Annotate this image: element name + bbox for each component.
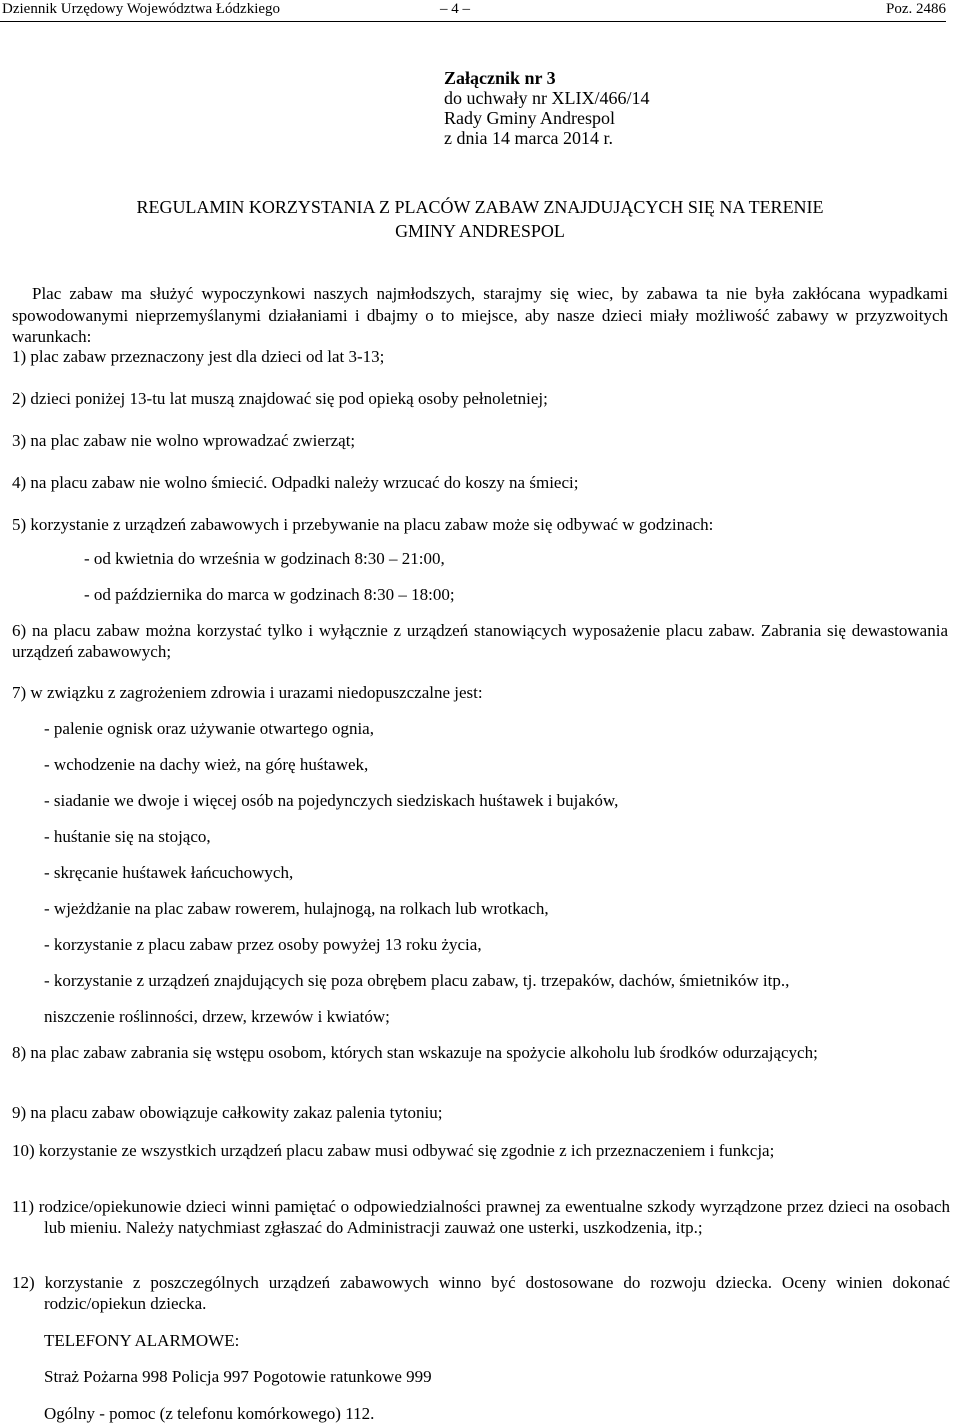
document-title xyxy=(0,195,960,243)
intro-text: Plac zabaw ma służyć wypoczynkowi naszych najmłodszych, starajmy się wiec, by zabawa ta nie była zakłócana wypadkami spowodowanymi nieprzemyślanymi działaniami i dbajmy o to miejsce, aby nasze dzieci miały możliwość zabawy w przyzwoitych warunkach: xyxy=(12,284,948,346)
emergency-heading: TELEFONY ALARMOWE: xyxy=(44,1331,240,1350)
rule-7-item-2: - wchodzenie na dachy wież, na górę huśtawek, xyxy=(44,755,369,774)
rule-8: 8) na plac zabaw zabrania się wstępu osobom, których stan wskazuje na spożycie alkoholu lub środków odurzających; xyxy=(12,1043,818,1062)
rule-7-item-8-cont: niszczenie roślinności, drzew, krzewów i kwiatów; xyxy=(44,1007,390,1026)
rule-5: 5) korzystanie z urządzeń zabawowych i przebywanie na placu zabaw może się odbywać w godzinach: xyxy=(12,515,714,534)
rule-9: 9) na placu zabaw obowiązuje całkowity zakaz palenia tytoniu; xyxy=(12,1103,443,1122)
rule-1: 1) plac zabaw przeznaczony jest dla dzieci od lat 3-13; xyxy=(12,347,385,366)
rule-7: 7) w związku z zagrożeniem zdrowia i urazami niedopuszczalne jest: xyxy=(12,683,483,702)
annex-date: z dnia 14 marca 2014 r. xyxy=(444,128,613,148)
rule-7-item-7: - korzystanie z placu zabaw przez osoby powyżej 13 roku życia, xyxy=(44,935,482,954)
annex-resolution: do uchwały nr XLIX/466/14 xyxy=(444,88,650,108)
rule-7-item-3: - siadanie we dwoje i więcej osób na pojedynczych siedziskach huśtawek i bujaków, xyxy=(44,791,619,810)
rule-7-item-5: - skręcanie huśtawek łańcuchowych, xyxy=(44,863,294,882)
page-number: – 4 – xyxy=(440,1,470,17)
rule-7-item-1: - palenie ognisk oraz używanie otwartego ognia, xyxy=(44,719,374,738)
rule-5-item-2: - od października do marca w godzinach 8:30 – 18:00; xyxy=(84,585,455,604)
rule-3: 3) na plac zabaw nie wolno wprowadzać zwierząt; xyxy=(12,431,356,450)
rule-4: 4) na placu zabaw nie wolno śmiecić. Odpadki należy wrzucać do koszy na śmieci; xyxy=(12,473,579,492)
rule-12: 12) korzystanie z poszczególnych urządzeń zabawowych winno być dostosowane do rozwoju dziecka. Oceny winien dokonać rodzic/opiekun dziecka. xyxy=(12,1273,950,1313)
rule-5-item-1: - od kwietnia do września w godzinach 8:30 – 21:00, xyxy=(84,549,445,568)
rule-7-item-4: - huśtanie się na stojąco, xyxy=(44,827,211,846)
rule-6: 6) na placu zabaw można korzystać tylko i wyłącznie z urządzeń stanowiących wyposażenie placu zabaw. Zabrania się dewastowania urządzeń zabawowych; xyxy=(12,621,948,661)
journal-title: Dziennik Urzędowy Województwa Łódzkiego xyxy=(2,1,281,17)
position-number: Poz. 2486 xyxy=(886,1,946,17)
rule-7-item-6: - wjeżdżanie na plac zabaw rowerem, hulajnogą, na rolkach lub wrotkach, xyxy=(44,899,549,918)
rule-11: 11) rodzice/opiekunowie dzieci winni pamiętać o odpowiedzialności prawnej za ewentualne szkody wyrządzone przez dzieci na osobach lub mieniu. Należy natychmiast zgłaszać do Administracji zauważ one usterki, uszkodzenia, itp.; xyxy=(12,1197,950,1237)
annex-block xyxy=(444,68,649,148)
title-line-2: GMINY ANDRESPOL xyxy=(395,221,565,241)
title-line-1: REGULAMIN KORZYSTANIA Z PLACÓW ZABAW ZNAJDUJĄCYCH SIĘ NA TERENIE xyxy=(136,197,824,217)
intro-paragraph xyxy=(12,283,948,348)
rule-7-item-8: - korzystanie z urządzeń znajdujących się poza obrębem placu zabaw, tj. trzepaków, dachów, śmietników itp., xyxy=(44,971,790,990)
rule-10: 10) korzystanie ze wszystkich urządzeń placu zabaw musi odbywać się zgodnie z ich przeznaczeniem i funkcja; xyxy=(12,1141,775,1160)
header-divider xyxy=(0,21,946,22)
annex-title: Załącznik nr 3 xyxy=(444,68,556,88)
annex-council: Rady Gminy Andrespol xyxy=(444,108,615,128)
rule-2: 2) dzieci poniżej 13-tu lat muszą znajdować się pod opieką osoby pełnoletniej; xyxy=(12,389,548,408)
emergency-numbers: Straż Pożarna 998 Policja 997 Pogotowie ratunkowe 999 xyxy=(44,1367,432,1386)
emergency-general: Ogólny - pomoc (z telefonu komórkowego) 112. xyxy=(44,1404,375,1423)
page-header xyxy=(0,0,960,22)
